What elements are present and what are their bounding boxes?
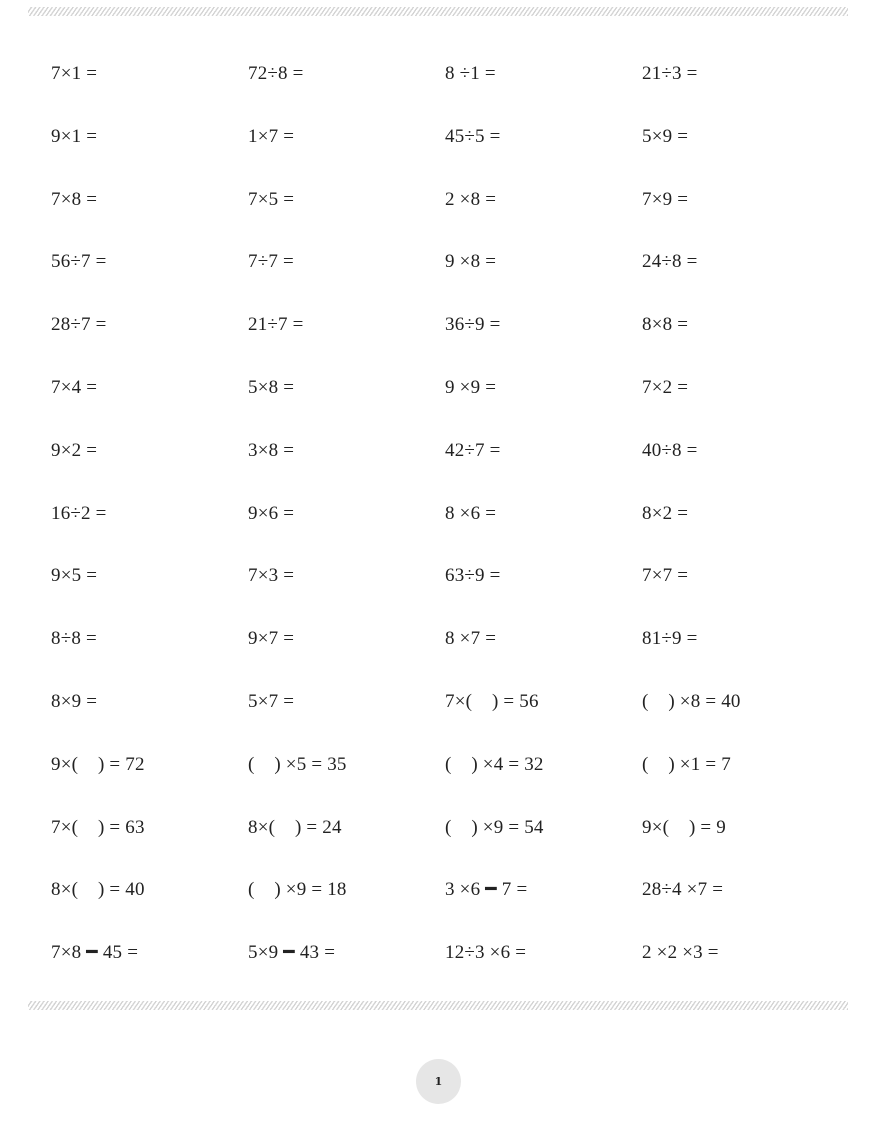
math-problem: 2 ×8 = [445, 188, 497, 210]
math-problem: 7×9 = [642, 188, 689, 210]
math-problem: 1×7 = [248, 125, 295, 147]
math-problem: 63÷9 = [445, 565, 501, 587]
math-problem: ( ) ×9 = 54 [445, 816, 544, 838]
math-problem: 36÷9 = [445, 314, 501, 336]
problem-row [0, 750, 877, 780]
math-problem: 72÷8 = [248, 63, 304, 84]
math-problem: 12÷3 ×6 = [445, 942, 527, 964]
problem-row [0, 122, 877, 152]
math-problem: 7×3 = [248, 565, 295, 587]
math-problem: 7×( ) = 63 [51, 816, 145, 838]
math-problem: 8÷8 = [51, 628, 97, 650]
math-problem: 3×8 = [248, 439, 295, 461]
math-problem: 7×2 = [642, 377, 689, 398]
math-problem: 28÷7 = [51, 314, 107, 336]
math-problem: 9×( ) = 72 [51, 753, 145, 775]
problem-row [0, 247, 877, 277]
math-problem: 81÷9 = [642, 628, 698, 650]
math-problem: 7×4 = [51, 377, 98, 398]
math-problem: 28÷4 ×7 = [642, 879, 724, 901]
math-problem: 45÷5 = [445, 125, 501, 147]
problem-row [0, 813, 877, 843]
math-problem: 8×9 = [51, 691, 98, 712]
problem-row [0, 687, 877, 717]
math-problem: 21÷3 = [642, 63, 698, 84]
problem-row [0, 436, 877, 466]
math-problem: 8 ×6 = [445, 502, 497, 524]
math-problem: 7×( ) = 56 [445, 691, 539, 712]
math-problem: 9×7 = [248, 628, 295, 650]
math-problem: 5×8 = [248, 377, 295, 398]
math-problem: 9 ×8 = [445, 251, 497, 273]
bottom-hatched-divider [28, 1001, 848, 1010]
math-problem: 7÷7 = [248, 251, 294, 273]
math-problem: 56÷7 = [51, 251, 107, 273]
math-problem: 9×5 = [51, 565, 98, 587]
math-problem: 8×( ) = 40 [51, 879, 145, 901]
problem-row [0, 59, 877, 89]
math-problem: 8 ×7 = [445, 628, 497, 650]
problem-row [0, 561, 877, 591]
math-problem: ( ) ×8 = 40 [642, 691, 741, 712]
problem-row [0, 310, 877, 340]
problem-row [0, 373, 877, 403]
math-problem: 8×8 = [642, 314, 689, 336]
math-problem: 9×1 = [51, 125, 98, 147]
math-problem: 5×9 ━ 43 = [248, 942, 336, 964]
math-problem: 7×7 = [642, 565, 689, 587]
math-problem: 8×2 = [642, 502, 689, 524]
math-problem: ( ) ×9 = 18 [248, 879, 347, 901]
problem-row [0, 875, 877, 905]
math-problem: 21÷7 = [248, 314, 304, 336]
math-problem: 9×2 = [51, 439, 98, 461]
page-number-badge [416, 1059, 461, 1104]
math-problem: 42÷7 = [445, 439, 501, 461]
math-problem: 9×( ) = 9 [642, 816, 726, 838]
math-problem: 24÷8 = [642, 251, 698, 273]
math-problem: 9 ×9 = [445, 377, 497, 398]
math-problem: 7×8 = [51, 188, 98, 210]
math-problem: 5×9 = [642, 125, 689, 147]
math-problem: 3 ×6 ━ 7 = [445, 879, 528, 901]
math-problem: 9×6 = [248, 502, 295, 524]
page-number: 1 [434, 1075, 443, 1088]
math-problem: 8 ÷1 = [445, 63, 496, 84]
math-problem: 16÷2 = [51, 502, 107, 524]
math-problem: 7×1 = [51, 63, 98, 84]
math-problem: 7×8 ━ 45 = [51, 942, 139, 964]
problem-row [0, 938, 877, 968]
problem-row [0, 185, 877, 215]
math-problem: ( ) ×4 = 32 [445, 753, 544, 775]
math-problem: ( ) ×5 = 35 [248, 753, 347, 775]
problem-row [0, 499, 877, 529]
problem-row [0, 624, 877, 654]
math-problem: 8×( ) = 24 [248, 816, 342, 838]
math-problem: 2 ×2 ×3 = [642, 942, 719, 964]
math-problem: 5×7 = [248, 691, 295, 712]
math-problem: 40÷8 = [642, 439, 698, 461]
math-problem: ( ) ×1 = 7 [642, 753, 731, 775]
math-problem: 7×5 = [248, 188, 295, 210]
